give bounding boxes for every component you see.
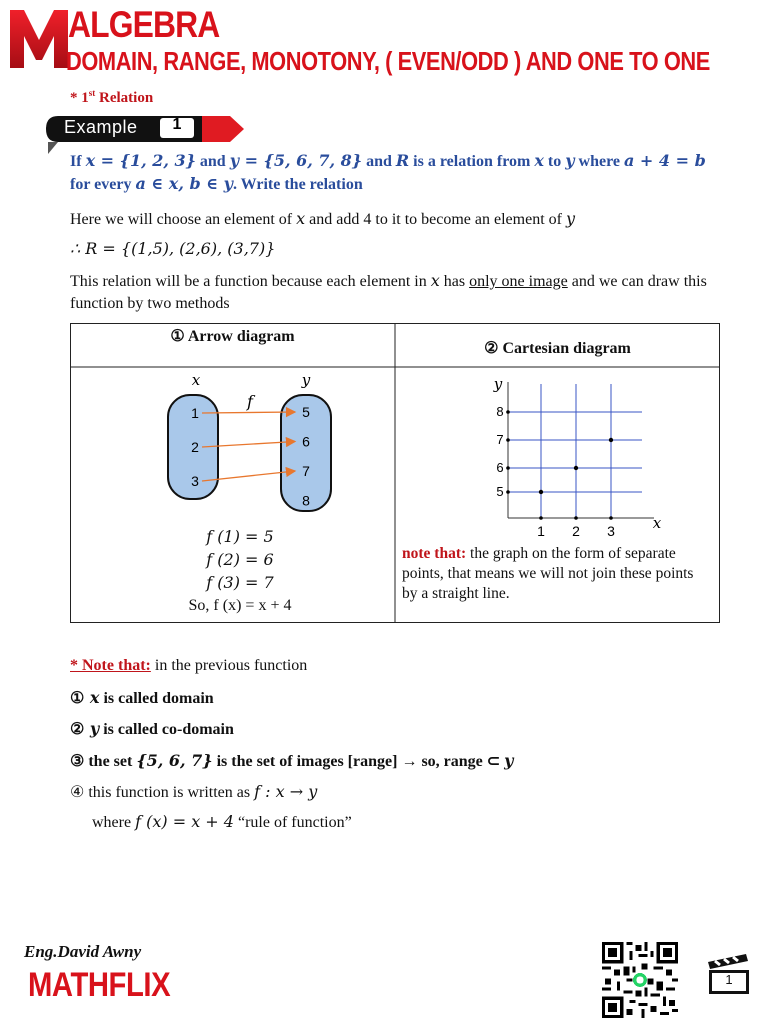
example-label: Example	[64, 117, 138, 137]
relation-set: ∴ R = {(1,5), (2,6), (3,7)}	[70, 239, 276, 258]
note-item-range: ③ the set {5, 6, 7} is the set of images [range] → so, range ⊂ y	[70, 751, 514, 770]
mapping-equation: f (1) = 5	[206, 527, 274, 546]
plotted-point	[574, 466, 578, 470]
codomain-element: 6	[302, 433, 310, 450]
note-item-notation: ④ this function is written as f : x → y	[70, 782, 318, 801]
function-explanation: This relation will be a function because each element in x has only one image and we can draw this function by two methods	[70, 271, 707, 312]
y-axis-tick	[506, 410, 510, 414]
explanation-paragraph: Here we will choose an element of x and add 4 to it to become an element of y	[70, 209, 576, 228]
function-rule: So, f (x) = x + 4	[188, 597, 292, 614]
x-tick-label: 3	[607, 523, 615, 537]
note-item-rule: where f (x) = x + 4 “rule of function”	[92, 812, 352, 831]
x-tick-label: 1	[537, 523, 545, 537]
codomain-element: 5	[302, 404, 310, 420]
x-tick-label: 2	[572, 523, 580, 537]
y-tick-label: 6	[496, 460, 504, 475]
example-number: 1	[172, 116, 182, 133]
set-x-label: x	[191, 371, 201, 389]
x-axis-tick	[609, 516, 613, 520]
y-tick-label: 5	[496, 484, 504, 499]
plotted-point	[609, 438, 613, 442]
note-item-codomain: ② y is called co-domain	[70, 719, 234, 738]
y-axis-tick	[506, 490, 510, 494]
y-axis-tick	[506, 438, 510, 442]
cartesian-diagram	[480, 372, 680, 537]
header-subtitle: DOMAIN, RANGE, MONOTONY, ( EVEN/ODD ) AND ONE TO ONE	[66, 46, 710, 76]
qr-code-icon[interactable]	[602, 942, 678, 1018]
cartesian-y-label: y	[493, 375, 503, 393]
section-heading: * 1st Relation	[70, 88, 154, 106]
x-axis-tick	[539, 516, 543, 520]
x-axis-tick	[574, 516, 578, 520]
mapping-equation: f (2) = 6	[206, 550, 274, 569]
brand-logo: MATHFLIX	[28, 966, 171, 1004]
arrow-diagram	[150, 365, 350, 525]
plotted-point	[539, 490, 543, 494]
map-label: f	[247, 392, 253, 411]
note-heading: * Note that: in the previous function	[70, 657, 308, 674]
y-axis-tick	[506, 466, 510, 470]
domain-element: 1	[191, 405, 199, 421]
y-tick-label: 7	[496, 432, 504, 447]
mapping-equation: f (3) = 7	[206, 573, 274, 592]
set-y-label: y	[301, 371, 311, 389]
codomain-element: 8	[302, 492, 310, 509]
note-item-domain: ① x is called domain	[70, 688, 214, 707]
mathflix-m-logo-icon	[8, 6, 70, 70]
graph-note: note that: the graph on the form of separate points, that means we will not join these points by a straight line.	[402, 545, 694, 602]
header-title: ALGEBRA	[68, 4, 220, 45]
codomain-element: 7	[302, 463, 310, 479]
arrow-diagram-header: ① Arrow diagram	[170, 328, 295, 345]
domain-element: 2	[191, 439, 199, 455]
cartesian-x-label: x	[652, 514, 662, 532]
cartesian-diagram-header: ② Cartesian diagram	[484, 340, 631, 357]
author-name: Eng.David Awny	[24, 942, 142, 961]
question-text: If x = {1, 2, 3} and y = {5, 6, 7, 8} and R is a relation from x to y where a + 4 = b for every a ∈ x, b ∈ y. Write the relation	[70, 151, 706, 193]
page-number: 1	[725, 972, 733, 987]
y-tick-label: 8	[496, 404, 504, 419]
domain-element: 3	[191, 473, 199, 489]
